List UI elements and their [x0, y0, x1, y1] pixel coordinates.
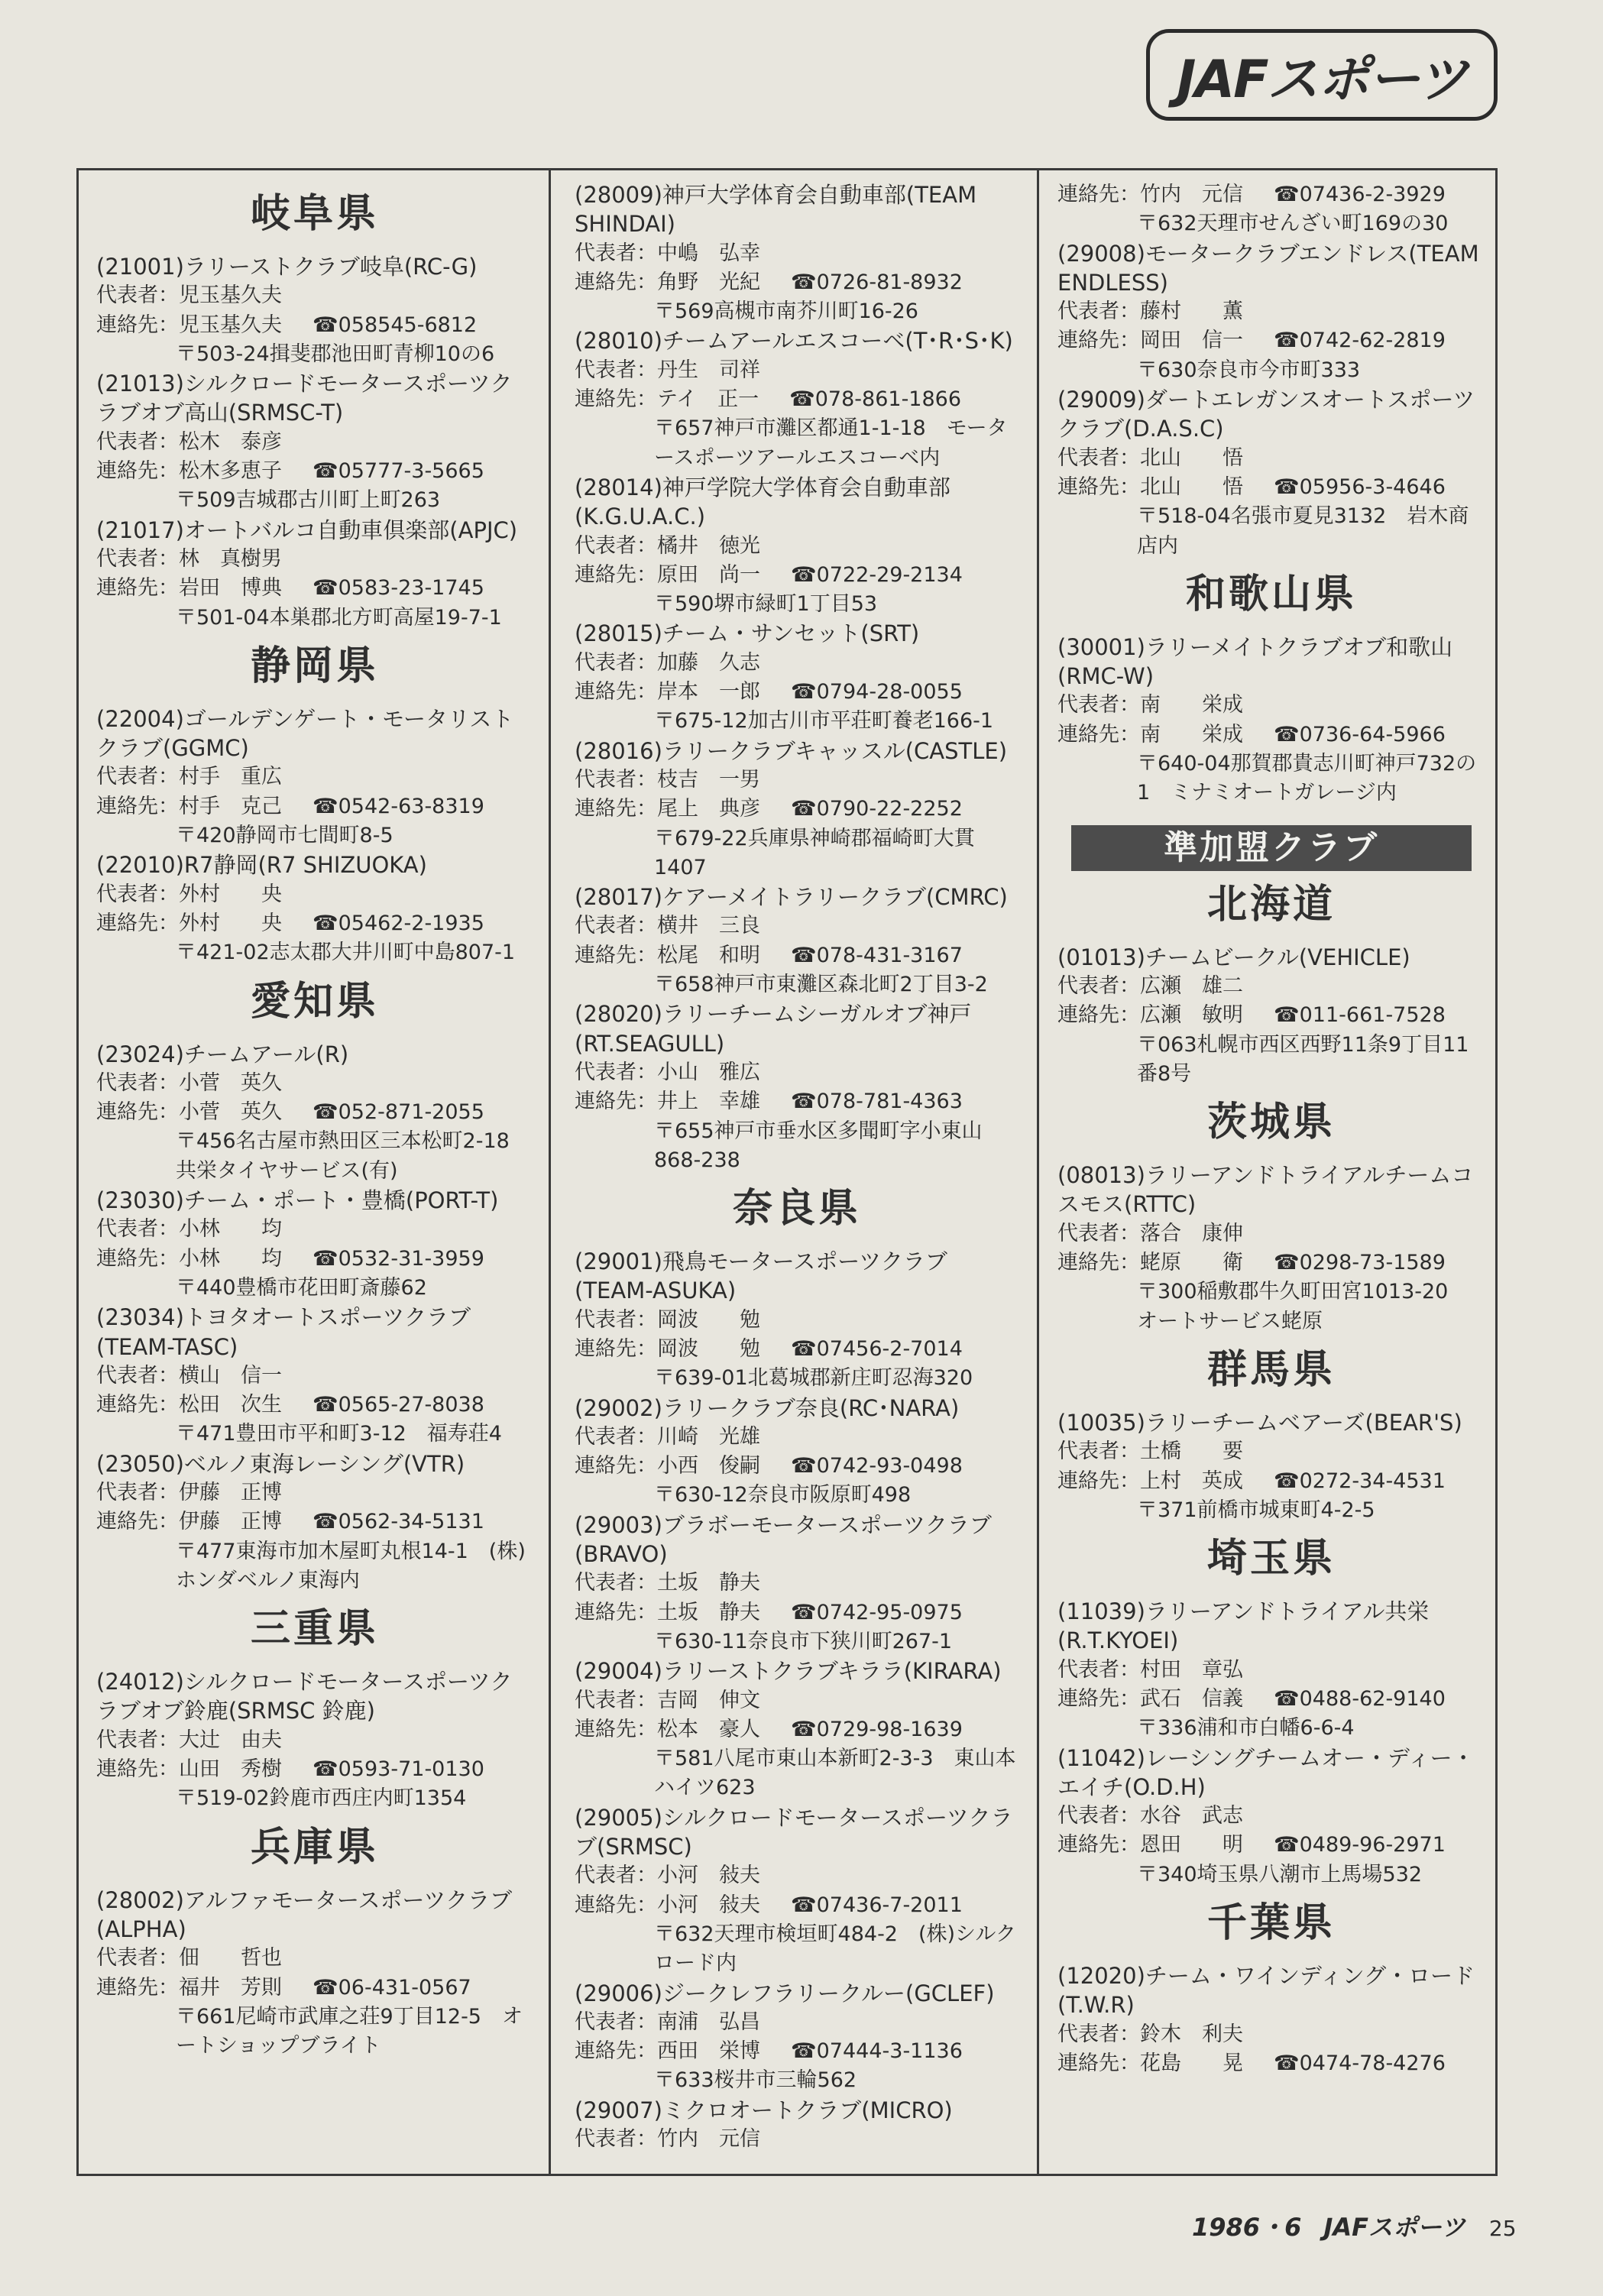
- phone-number: ☎011-661-7528: [1274, 1003, 1446, 1028]
- address: 〒336浦和市白幡6-6-4: [1137, 1716, 1355, 1741]
- address: 〒630奈良市今市町333: [1137, 358, 1361, 382]
- contact: [96, 1245, 533, 1274]
- club-name: (11042)レーシングチームオー・ディー・エイチ(O.D.H): [1057, 1744, 1475, 1800]
- phone-number: ☎0722-29-2134: [791, 562, 963, 587]
- phone-number: ☎07436-2-3929: [1274, 183, 1446, 206]
- address: 〒639-01北葛城郡新庄町忍海320: [654, 1366, 973, 1391]
- contact: [1057, 2049, 1485, 2078]
- prefecture-heading: 愛知県: [250, 978, 379, 1025]
- address: 〒340埼玉県八潮市上馬場532: [1137, 1862, 1423, 1886]
- club-name: (21017)オートバルコ自動車倶楽部(APJC): [96, 517, 518, 543]
- prefecture-heading: 静岡県: [250, 643, 379, 689]
- contact: [1057, 326, 1485, 355]
- contact: [96, 1507, 533, 1537]
- phone-number: ☎0593-71-0130: [313, 1757, 484, 1782]
- phone-number: ☎052-871-2055: [313, 1100, 484, 1125]
- club-name: (08013)ラリーアンドトライアルチームコスモス(RTTC): [1057, 1162, 1474, 1218]
- contact: [575, 941, 1019, 970]
- club-name: (21013)シルクロードモータースポーツクラブオブ高山(SRMSC-T): [96, 371, 513, 426]
- address: 〒658神戸市東灘区森北町2丁目3-2: [654, 973, 988, 997]
- club-name: (28017)ケアーメイトラリークラブ(CMRC): [575, 884, 1008, 911]
- contact: [575, 1891, 1019, 1920]
- phone-number: ☎0790-22-2252: [791, 797, 963, 821]
- contact: [1057, 1831, 1485, 1860]
- contact-name: 連絡先：外村 央: [96, 911, 282, 935]
- jaf-sports-logo: JAFスポーツ: [1146, 29, 1498, 121]
- phone-number: ☎0542-63-8319: [313, 794, 484, 818]
- contact-name: 連絡先：伊藤 正博: [96, 1510, 282, 1534]
- column-divider: [1037, 168, 1039, 2176]
- representative: 代表者：村手 重広: [96, 765, 282, 789]
- club-name: (28020)ラリーチームシーガルオブ神戸(RT.SEAGULL): [575, 1001, 972, 1057]
- contact-name: 連絡先：村手 克己: [96, 794, 282, 818]
- club-name: (29007)ミクロオートクラブ(MICRO): [575, 2097, 953, 2123]
- column-2: [575, 180, 1019, 2167]
- phone-number: ☎078-861-1866: [789, 387, 962, 412]
- representative: 代表者：村田 章弘: [1057, 1657, 1243, 1682]
- address: 〒590堺市緑町1丁目53: [654, 592, 878, 617]
- address: 〒501-04本巣郡北方町高屋19-7-1: [176, 605, 502, 630]
- phone-number: ☎05956-3-4646: [1274, 474, 1446, 499]
- contact-name: 連絡先：原田 尚一: [575, 562, 760, 587]
- club-name: (28009)神戸大学体育会自動車部(TEAM SHINDAI): [575, 182, 977, 238]
- contact: [1057, 721, 1485, 750]
- prefecture-heading: 北海道: [1206, 881, 1336, 928]
- contact: [575, 795, 1019, 824]
- contact-name: 連絡先：岡田 信一: [1057, 329, 1243, 353]
- representative: 代表者：吉岡 伸文: [575, 1688, 760, 1712]
- contact-name: 連絡先：竹内 元信: [1057, 183, 1243, 206]
- contact-name: 連絡先：児玉基久夫: [96, 313, 282, 337]
- contact-name: 連絡先：小菅 英久: [96, 1100, 282, 1125]
- phone-number: ☎0474-78-4276: [1274, 2051, 1446, 2075]
- contact: [96, 1098, 533, 1127]
- phone-number: ☎0742-93-0498: [791, 1454, 963, 1478]
- club-name: (29008)モータークラブエンドレス(TEAM ENDLESS): [1057, 240, 1479, 296]
- address: 〒655神戸市垂水区多聞町字小東山868-238: [654, 1119, 983, 1172]
- address: 〒661尼崎市武庫之荘9丁目12-5 オートショップブライト: [176, 2004, 523, 2058]
- contact-name: 連絡先：テイ 正一: [575, 387, 759, 412]
- club-name: (29003)ブラボーモータースポーツクラブ(BRAVO): [575, 1511, 992, 1568]
- representative: 代表者：南浦 弘昌: [575, 2009, 760, 2034]
- contact: [96, 1974, 533, 2003]
- representative: 代表者：加藤 久志: [575, 650, 760, 675]
- club-name: (28014)神戸学院大学体育会自動車部(K.G.U.A.C.): [575, 474, 950, 530]
- contact-name: 連絡先：土坂 静夫: [575, 1600, 760, 1624]
- contact-name: 連絡先：南 栄成: [1057, 722, 1243, 746]
- representative: 代表者：小河 敍夫: [575, 1864, 760, 1888]
- contact: [575, 1452, 1019, 1481]
- phone-number: ☎06-431-0567: [313, 1975, 471, 2000]
- club-name: (22010)R7静岡(R7 SHIZUOKA): [96, 852, 427, 879]
- contact: [575, 2037, 1019, 2066]
- phone-number: ☎05462-2-1935: [313, 911, 484, 935]
- address: 〒630-12奈良市阪原町498: [654, 1483, 912, 1507]
- club-name: (22004)ゴールデンゲート・モータリストクラブ(GGMC): [96, 705, 514, 762]
- column-1: [96, 180, 533, 2167]
- address: 〒630-11奈良市下狭川町267-1: [654, 1629, 953, 1653]
- representative: 代表者：水谷 武志: [1057, 1804, 1243, 1828]
- address: 〒471豊田市平和町3-12 福寿荘4: [176, 1422, 502, 1446]
- club-name: (28010)チームアールエスコーベ(T･R･S･K): [575, 328, 1013, 355]
- address: 〒657神戸市灘区都通1-1-18 モータースポーツアールエスコーベ内: [654, 416, 1008, 470]
- club-name: (12020)チーム・ワインディング・ロード(T.W.R): [1057, 1963, 1475, 2019]
- prefecture-heading: 茨城県: [1206, 1099, 1336, 1146]
- phone-number: ☎0565-27-8038: [313, 1393, 484, 1417]
- contact: [1057, 1685, 1485, 1714]
- representative: 代表者：岡波 勉: [575, 1307, 760, 1332]
- contact-name: 連絡先：小河 敍夫: [575, 1893, 760, 1917]
- issue-date: 1986・6: [1192, 2213, 1302, 2242]
- phone-number: ☎078-781-4363: [791, 1090, 963, 1114]
- representative: 代表者：北山 悟: [1057, 445, 1243, 470]
- contact-name: 連絡先：尾上 典彦: [575, 797, 760, 821]
- club-name: (28015)チーム・サンセット(SRT): [575, 620, 920, 647]
- contact-name: 連絡先：福井 芳則: [96, 1975, 282, 2000]
- club-name: (21001)ラリーストクラブ岐阜(RC-G): [96, 254, 478, 280]
- phone-number: ☎0488-62-9140: [1274, 1686, 1446, 1711]
- club-name: (29001)飛鳥モータースポーツクラブ(TEAM-ASUKA): [575, 1248, 947, 1304]
- phone-number: ☎05777-3-5665: [313, 459, 484, 484]
- contact: [96, 1391, 533, 1420]
- contact: [1057, 1001, 1485, 1030]
- prefecture-heading: 兵庫県: [250, 1824, 379, 1870]
- representative: 代表者：橘井 徳光: [575, 533, 760, 558]
- address: 〒456名古屋市熱田区三本松町2-18 共栄タイヤサービス(有): [176, 1129, 530, 1183]
- contact-name: 連絡先：小林 均: [96, 1246, 282, 1271]
- address: 〒421-02志太郡大井川町中島807-1: [176, 941, 516, 965]
- section-banner: 準加盟クラブ: [1071, 825, 1472, 871]
- address: 〒300稲敷郡牛久町田宮1013-20 オートサービス蛯原: [1137, 1280, 1469, 1333]
- representative: 代表者：小山 雅広: [575, 1060, 760, 1084]
- phone-number: ☎0729-98-1639: [791, 1717, 963, 1741]
- contact-name: 連絡先：蛯原 衛: [1057, 1251, 1243, 1275]
- representative: 代表者：佃 哲也: [96, 1946, 282, 1971]
- contact-name: 連絡先：山田 秀樹: [96, 1757, 282, 1782]
- prefecture-heading: 三重県: [250, 1606, 379, 1653]
- contact-name: 連絡先：花島 晃: [1057, 2051, 1243, 2075]
- phone-number: ☎0272-34-4531: [1274, 1469, 1446, 1493]
- representative: 代表者：落合 康伸: [1057, 1221, 1243, 1245]
- prefecture-heading: 和歌山県: [1185, 571, 1357, 617]
- phone-number: ☎0742-62-2819: [1274, 329, 1446, 353]
- address: 〒440豊橋市花田町斎藤62: [176, 1275, 427, 1300]
- contact-name: 連絡先：岡波 勉: [575, 1336, 760, 1361]
- representative: 代表者：藤村 薫: [1057, 300, 1243, 324]
- address: 〒371前橋市城東町4-2-5: [1137, 1498, 1375, 1522]
- contact-name: 連絡先：小西 俊嗣: [575, 1454, 760, 1478]
- address: 〒503-24揖斐郡池田町青柳10の6: [176, 342, 495, 366]
- contact: [575, 1087, 1019, 1116]
- contact: [1057, 473, 1485, 502]
- club-name: (28002)アルファモータースポーツクラブ(ALPHA): [96, 1886, 513, 1942]
- address: 〒477東海市加木屋町丸根14-1 (株)ホンダベルノ東海内: [176, 1539, 526, 1592]
- column-divider: [549, 168, 551, 2176]
- phone-number: ☎0489-96-2971: [1274, 1833, 1446, 1857]
- contact-name: 連絡先：広瀬 敏明: [1057, 1003, 1243, 1028]
- phone-number: ☎0742-95-0975: [791, 1600, 963, 1624]
- contact: [1057, 1248, 1485, 1278]
- representative: 代表者：林 真樹男: [96, 546, 282, 571]
- phone-number: ☎078-431-3167: [791, 943, 963, 967]
- contact: [575, 561, 1019, 590]
- representative: 代表者：小林 均: [96, 1217, 282, 1242]
- address: 〒063札幌市西区西野11条9丁目11番8号: [1137, 1032, 1469, 1086]
- representative: 代表者：南 栄成: [1057, 693, 1243, 717]
- address: 〒632天理市せんざい町169の30: [1137, 212, 1449, 236]
- contact-name: 連絡先：岩田 博典: [96, 576, 282, 601]
- contact-name: 連絡先：松木多恵子: [96, 459, 282, 484]
- club-name: (23024)チームアール(R): [96, 1041, 349, 1067]
- club-name: (24012)シルクロードモータースポーツクラブオブ鈴鹿(SRMSC 鈴鹿): [96, 1669, 513, 1724]
- prefecture-heading: 千葉県: [1206, 1900, 1336, 1947]
- contact: [96, 1755, 533, 1784]
- phone-number: ☎0583-23-1745: [313, 576, 484, 601]
- contact: [575, 1598, 1019, 1627]
- address: 〒675-12加古川市平荘町養老166-1: [654, 709, 994, 733]
- representative: 代表者：竹内 元信: [575, 2127, 760, 2151]
- representative: 代表者：小菅 英久: [96, 1070, 282, 1095]
- prefecture-heading: 群馬県: [1206, 1346, 1336, 1393]
- contact-name: 連絡先：北山 悟: [1057, 474, 1243, 499]
- phone-number: ☎0562-34-5131: [313, 1510, 484, 1534]
- contact: [96, 792, 533, 821]
- contact-name: 連絡先：松本 豪人: [575, 1717, 760, 1741]
- representative: 代表者：土坂 静夫: [575, 1571, 760, 1595]
- contact: [96, 574, 533, 603]
- representative: 代表者：伊藤 正博: [96, 1480, 282, 1504]
- contact: [575, 268, 1019, 297]
- club-name: (29002)ラリークラブ奈良(RC･NARA): [575, 1394, 960, 1421]
- page-number: 25: [1488, 2216, 1517, 2241]
- club-name: (29004)ラリーストクラブキララ(KIRARA): [575, 1658, 1002, 1685]
- address: 〒679-22兵庫県神崎郡福崎町大貫1407: [654, 826, 975, 879]
- representative: 代表者：横井 三良: [575, 914, 760, 938]
- representative: 代表者：土橋 要: [1057, 1439, 1243, 1464]
- contact-name: 連絡先：角野 光紀: [575, 270, 760, 294]
- contact: [1057, 180, 1485, 209]
- phone-number: ☎07436-7-2011: [791, 1893, 963, 1917]
- prefecture-heading: 岐阜県: [250, 191, 379, 237]
- representative: 代表者：中嶋 弘幸: [575, 241, 760, 265]
- phone-number: ☎0794-28-0055: [791, 680, 963, 704]
- contact: [575, 1335, 1019, 1364]
- representative: 代表者：松木 泰彦: [96, 429, 282, 454]
- phone-number: ☎058545-6812: [313, 313, 478, 337]
- prefecture-heading: 埼玉県: [1206, 1536, 1336, 1582]
- representative: 代表者：川崎 光雄: [575, 1424, 760, 1449]
- club-name: (29005)シルクロードモータースポーツクラブ(SRMSC): [575, 1804, 1013, 1860]
- address: 〒632天理市検垣町484-2 (株)シルクロード内: [654, 1922, 1016, 1976]
- club-name: (23050)ベルノ東海レーシング(VTR): [96, 1450, 465, 1477]
- address: 〒581八尾市東山本新町2-3-3 東山本ハイツ623: [654, 1747, 1016, 1800]
- address: 〒509吉城郡古川町上町263: [176, 488, 441, 513]
- contact-name: 連絡先：松尾 和明: [575, 943, 760, 967]
- representative: 代表者：丹生 司祥: [575, 358, 760, 382]
- contact: [96, 457, 533, 486]
- phone-number: ☎07456-2-7014: [791, 1336, 963, 1361]
- contact: [575, 385, 1019, 414]
- phone-number: ☎0532-31-3959: [313, 1246, 484, 1271]
- club-name: (01013)チームビークル(VEHICLE): [1057, 944, 1410, 970]
- phone-number: ☎07444-3-1136: [791, 2039, 963, 2064]
- representative: 代表者：外村 央: [96, 882, 282, 906]
- contact-name: 連絡先：岸本 一郎: [575, 680, 760, 704]
- contact: [1057, 1467, 1485, 1496]
- club-name: (23034)トヨタオートスポーツクラブ(TEAM-TASC): [96, 1304, 471, 1360]
- representative: 代表者：大辻 由夫: [96, 1728, 282, 1752]
- page-footer: [1192, 2208, 1517, 2246]
- address: 〒519-02鈴鹿市西庄内町1354: [176, 1786, 467, 1811]
- club-name: (11039)ラリーアンドトライアル共栄(R.T.KYOEI): [1057, 1598, 1430, 1654]
- club-name: (30001)ラリーメイトクラブオブ和歌山(RMC-W): [1057, 633, 1453, 690]
- contact: [575, 678, 1019, 707]
- contact: [96, 311, 533, 340]
- phone-number: ☎0736-64-5966: [1274, 722, 1446, 746]
- contact-name: 連絡先：井上 幸雄: [575, 1090, 760, 1114]
- representative: 代表者：児玉基久夫: [96, 283, 282, 308]
- column-3: [1057, 180, 1485, 2167]
- contact: [96, 909, 533, 938]
- club-name: (29006)ジークレフラリークルー(GCLEF): [575, 1980, 995, 2006]
- contact-name: 連絡先：武石 信義: [1057, 1686, 1243, 1711]
- contact-name: 連絡先：恩田 明: [1057, 1833, 1243, 1857]
- contact-name: 連絡先：西田 栄博: [575, 2039, 760, 2064]
- footer-brand: JAFスポーツ: [1323, 2213, 1465, 2242]
- address: 〒633桜井市三輪562: [654, 2068, 857, 2093]
- contact-name: 連絡先：松田 次生: [96, 1393, 282, 1417]
- club-name: (29009)ダートエレガンスオートスポーツクラブ(D.A.S.C): [1057, 387, 1475, 442]
- prefecture-heading: 奈良県: [732, 1186, 861, 1232]
- representative: 代表者：鈴木 利夫: [1057, 2022, 1243, 2046]
- representative: 代表者：枝吉 一男: [575, 767, 760, 792]
- address: 〒569高槻市南芥川町16-26: [654, 300, 918, 324]
- club-name: (23030)チーム・ポート・豊橋(PORT-T): [96, 1187, 499, 1214]
- address: 〒518-04名張市夏見3132 岩木商店内: [1137, 504, 1469, 558]
- representative: 代表者：横山 信一: [96, 1363, 282, 1388]
- contact-name: 連絡先：上村 英成: [1057, 1469, 1243, 1493]
- address: 〒640-04那賀郡貴志川町神戸732の1 ミナミオートガレージ内: [1137, 752, 1477, 805]
- club-name: (28016)ラリークラブキャッスル(CASTLE): [575, 737, 1008, 764]
- contact: [575, 1715, 1019, 1744]
- representative: 代表者：広瀬 雄二: [1057, 973, 1243, 998]
- phone-number: ☎0298-73-1589: [1274, 1251, 1446, 1275]
- address: 〒420静岡市七間町8-5: [176, 824, 393, 848]
- phone-number: ☎0726-81-8932: [791, 270, 963, 294]
- club-name: (10035)ラリーチームベアーズ(BEAR'S): [1057, 1409, 1462, 1436]
